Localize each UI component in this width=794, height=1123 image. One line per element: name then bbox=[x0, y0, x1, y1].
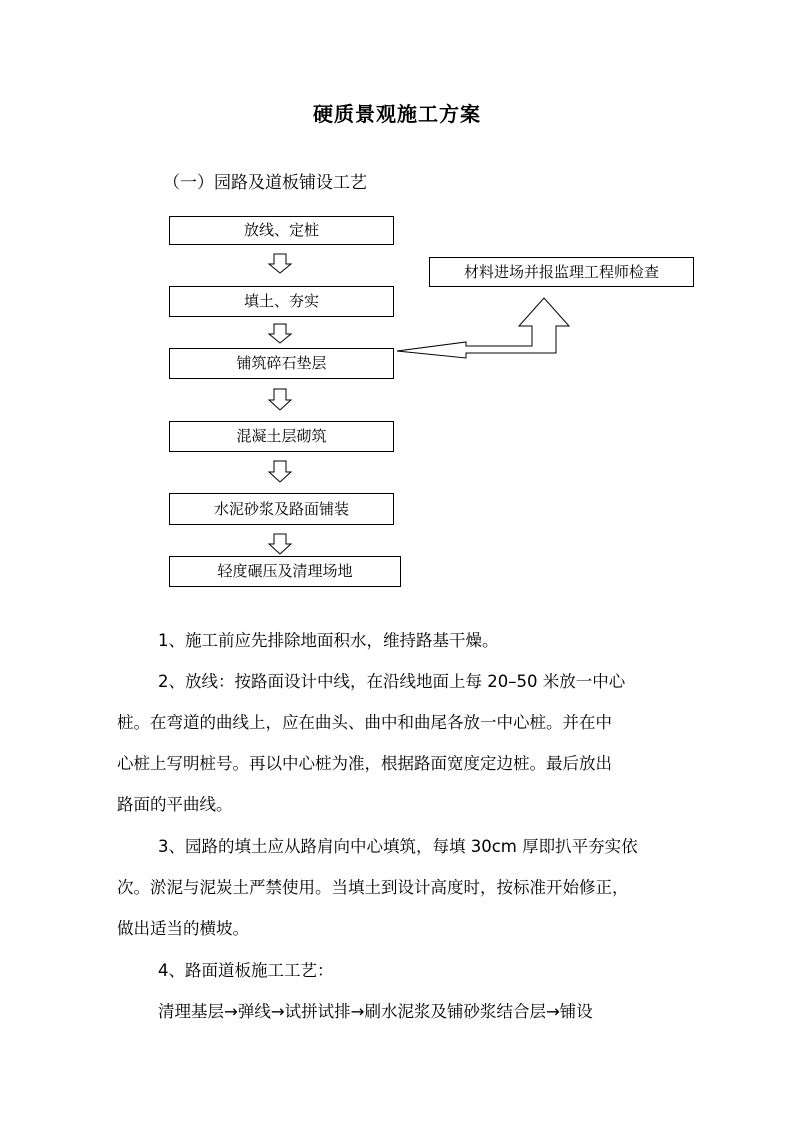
paragraph-3 bbox=[117, 826, 677, 949]
down-arrow-icon bbox=[269, 254, 291, 273]
text-line: 2、放线：按路面设计中线，在沿线地面上每 20–50 米放一中心 bbox=[158, 672, 626, 691]
paragraph-1 bbox=[117, 620, 677, 661]
down-arrow-icon bbox=[269, 534, 291, 554]
flow-step-concrete: 混凝土层砌筑 bbox=[169, 421, 394, 452]
down-arrow-icon bbox=[269, 461, 291, 482]
paragraph-2 bbox=[117, 661, 677, 825]
flow-step-fill-compact: 填土、夯实 bbox=[169, 286, 394, 317]
text-line: 1、施工前应先排除地面积水，维持路基干燥。 bbox=[158, 631, 499, 650]
text-line: 桩。在弯道的曲线上，应在曲头、曲中和曲尾各放一中心桩。并在中 bbox=[117, 713, 612, 732]
text-line: 次。淤泥与泥炭土严禁使用。当填土到设计高度时，按标准开始修正， bbox=[117, 878, 629, 897]
flow-step-gravel-bed: 铺筑碎石垫层 bbox=[169, 348, 394, 379]
text-line: 路面的平曲线。 bbox=[117, 795, 233, 814]
text-line: 4、路面道板施工工艺： bbox=[158, 961, 334, 980]
paragraph-5 bbox=[117, 991, 677, 1032]
down-arrow-icon bbox=[269, 324, 291, 343]
bent-arrow-icon bbox=[397, 298, 569, 358]
down-arrow-icon bbox=[269, 389, 291, 410]
text-line: 3、园路的填土应从路肩向中心填筑，每填 30cm 厚即扒平夯实依 bbox=[158, 837, 638, 856]
text-line: 清理基层→弹线→试拼试排→刷水泥浆及铺砂浆结合层→铺设 bbox=[158, 1002, 593, 1021]
text-line: 心桩上写明桩号。再以中心桩为准，根据路面宽度定边桩。最后放出 bbox=[117, 754, 612, 773]
flow-step-rolling-cleanup: 轻度碾压及清理场地 bbox=[169, 556, 401, 587]
paragraph-4 bbox=[117, 950, 677, 991]
flow-step-stakeout: 放线、定桩 bbox=[169, 216, 394, 245]
side-note-material-inspection: 材料进场并报监理工程师检查 bbox=[429, 257, 694, 287]
text-line: 做出适当的横坡。 bbox=[117, 919, 249, 938]
page-title: 硬质景观施工方案 bbox=[313, 102, 481, 126]
section-heading: （一）园路及道板铺设工艺 bbox=[163, 173, 367, 193]
flow-step-mortar-paving: 水泥砂浆及路面铺装 bbox=[169, 493, 394, 525]
